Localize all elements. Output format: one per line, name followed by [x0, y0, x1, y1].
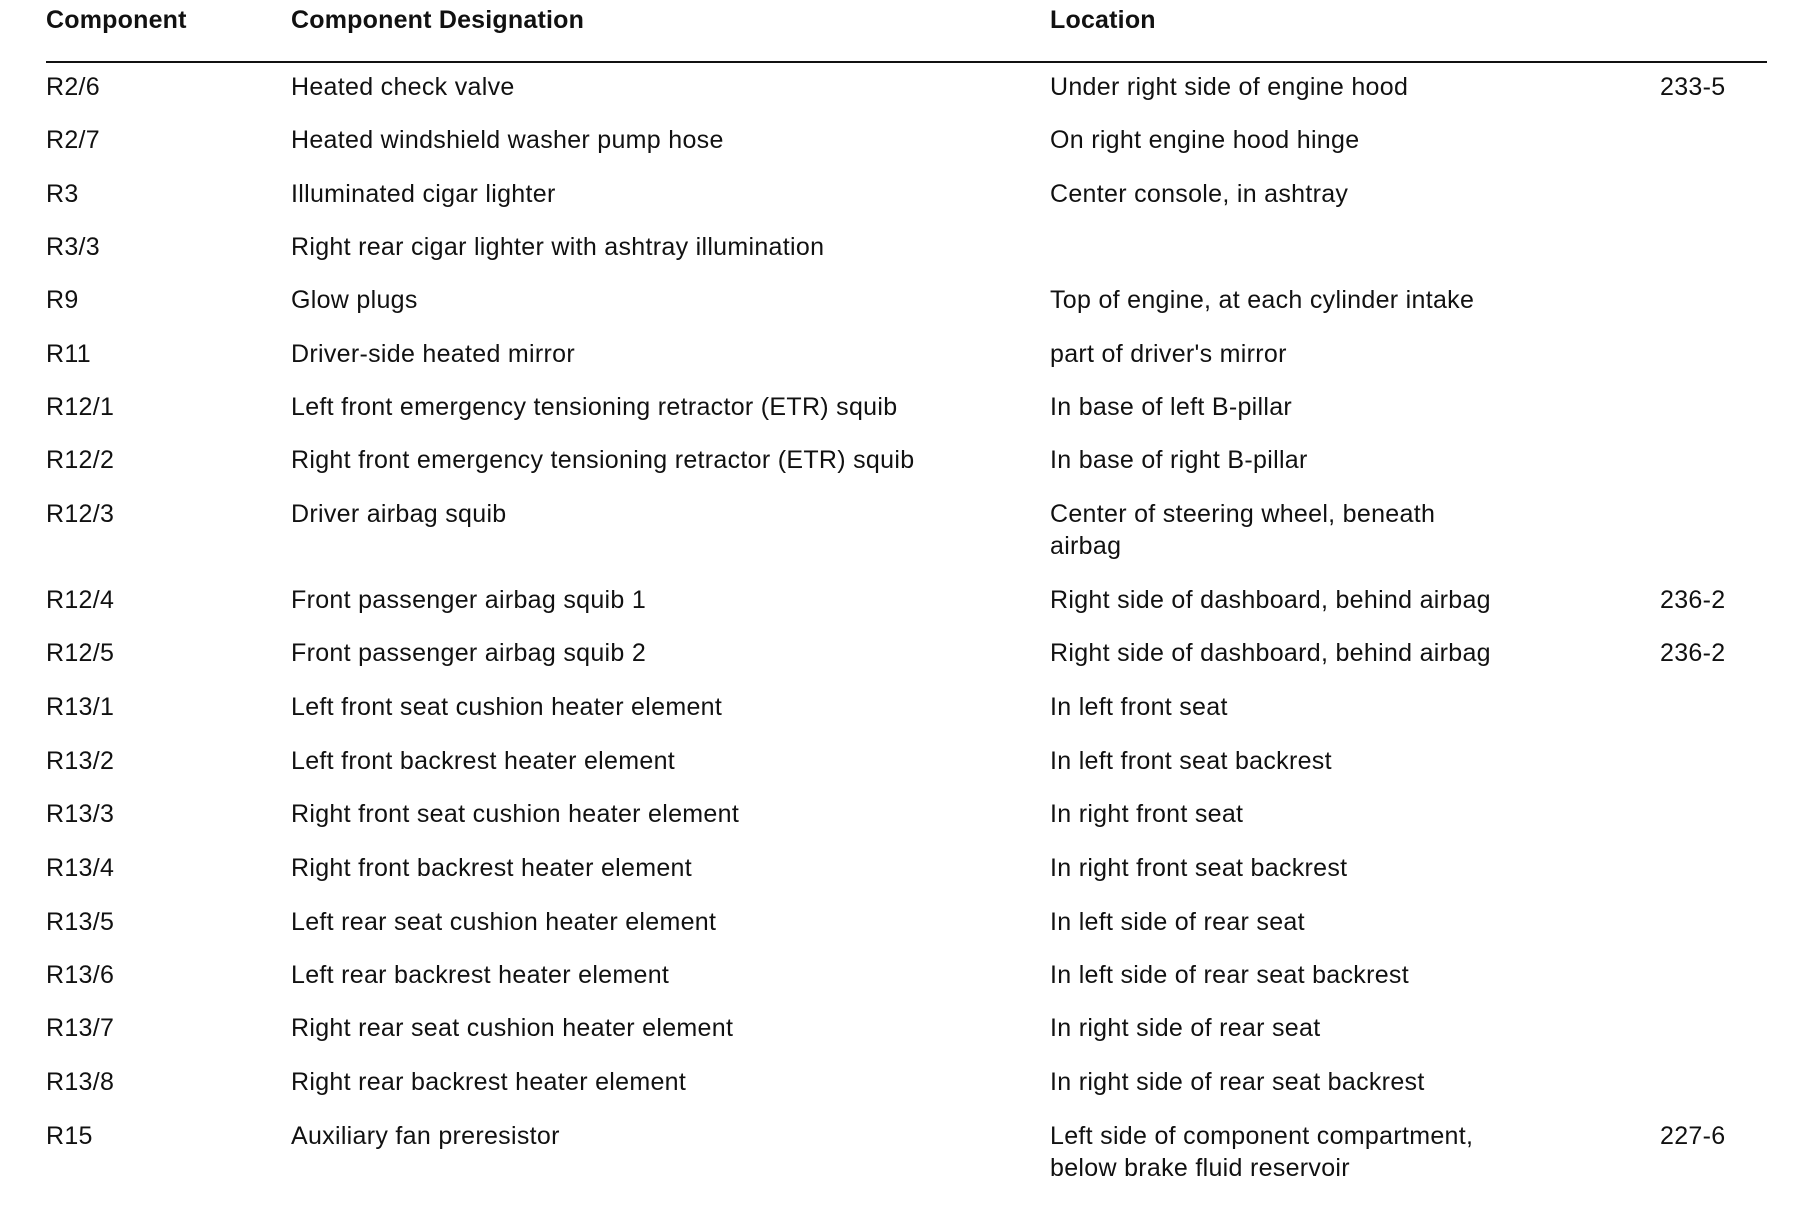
cell-designation: Driver-side heated mirror	[291, 340, 575, 368]
cell-designation: Right rear backrest heater element	[291, 1068, 687, 1096]
cell-designation: Driver airbag squib	[291, 500, 507, 528]
cell-designation: Right front backrest heater element	[291, 854, 692, 882]
cell-location: In base of right B-pillar	[1050, 446, 1308, 474]
cell-reference: 233-5	[1660, 73, 1726, 101]
cell-component: R13/2	[46, 747, 115, 775]
cell-designation: Left front seat cushion heater element	[291, 693, 723, 721]
cell-component: R2/6	[46, 73, 101, 101]
cell-component: R12/1	[46, 393, 115, 421]
cell-component: R13/7	[46, 1014, 115, 1042]
cell-designation: Front passenger airbag squib 1	[291, 586, 647, 614]
cell-component: R3	[46, 180, 79, 208]
cell-location: In left side of rear seat	[1050, 908, 1305, 936]
cell-component: R13/5	[46, 908, 115, 936]
cell-component: R12/2	[46, 446, 115, 474]
cell-component: R12/5	[46, 639, 115, 667]
cell-location: Under right side of engine hood	[1050, 73, 1409, 101]
cell-designation: Front passenger airbag squib 2	[291, 639, 647, 667]
cell-location: Right side of dashboard, behind airbag	[1050, 639, 1491, 667]
cell-component: R13/3	[46, 800, 115, 828]
cell-reference: 236-2	[1660, 639, 1726, 667]
cell-component: R13/4	[46, 854, 115, 882]
cell-location: Top of engine, at each cylinder intake	[1050, 286, 1475, 314]
cell-location: Center console, in ashtray	[1050, 180, 1349, 208]
cell-reference: 236-2	[1660, 586, 1726, 614]
cell-location: On right engine hood hinge	[1050, 126, 1360, 154]
cell-location: In left front seat backrest	[1050, 747, 1332, 775]
cell-location: In right side of rear seat	[1050, 1014, 1321, 1042]
cell-component: R13/1	[46, 693, 115, 721]
cell-component: R11	[46, 340, 91, 368]
cell-designation: Right rear seat cushion heater element	[291, 1014, 734, 1042]
cell-designation: Right rear cigar lighter with ashtray illumination	[291, 233, 825, 261]
cell-designation: Heated windshield washer pump hose	[291, 126, 724, 154]
cell-designation: Glow plugs	[291, 286, 418, 314]
cell-designation: Right front seat cushion heater element	[291, 800, 740, 828]
cell-location: Right side of dashboard, behind airbag	[1050, 586, 1491, 614]
cell-component: R13/6	[46, 961, 115, 989]
cell-location: Left side of component compartment, below brake fluid reservoir	[1050, 1122, 1474, 1182]
cell-component: R12/4	[46, 586, 115, 614]
cell-component: R12/3	[46, 500, 115, 528]
cell-location: In right front seat	[1050, 800, 1244, 828]
cell-designation: Heated check valve	[291, 73, 515, 101]
cell-designation: Left front backrest heater element	[291, 747, 676, 775]
cell-location: Center of steering wheel, beneath airbag	[1050, 500, 1436, 560]
cell-designation: Right front emergency tensioning retractor (ETR) squib	[291, 446, 915, 474]
cell-location: In right side of rear seat backrest	[1050, 1068, 1425, 1096]
header-designation: Component Designation	[291, 6, 585, 34]
cell-designation: Left front emergency tensioning retractor (ETR) squib	[291, 393, 898, 421]
cell-reference: 227-6	[1660, 1122, 1726, 1150]
cell-designation: Left rear seat cushion heater element	[291, 908, 717, 936]
cell-designation: Left rear backrest heater element	[291, 961, 670, 989]
header-location: Location	[1050, 6, 1156, 34]
cell-designation: Illuminated cigar lighter	[291, 180, 556, 208]
cell-component: R13/8	[46, 1068, 115, 1096]
cell-component: R2/7	[46, 126, 101, 154]
cell-location: In left front seat	[1050, 693, 1228, 721]
cell-component: R9	[46, 286, 79, 314]
cell-location: In base of left B-pillar	[1050, 393, 1293, 421]
cell-component: R3/3	[46, 233, 101, 261]
cell-location: In left side of rear seat backrest	[1050, 961, 1409, 989]
cell-location: part of driver's mirror	[1050, 340, 1287, 368]
cell-component: R15	[46, 1122, 93, 1150]
cell-designation: Auxiliary fan preresistor	[291, 1122, 560, 1150]
header-component: Component	[46, 6, 187, 34]
cell-location: In right front seat backrest	[1050, 854, 1348, 882]
